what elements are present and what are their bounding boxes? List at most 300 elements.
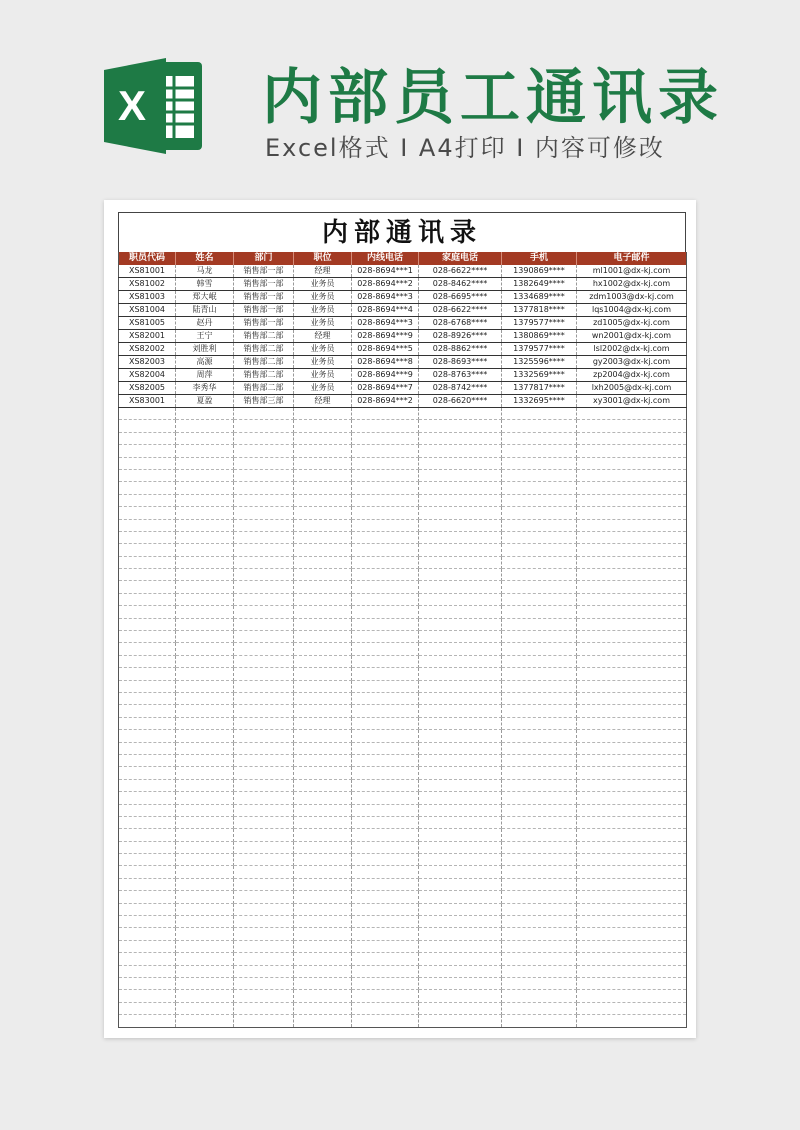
empty-cell[interactable] [352,544,419,556]
table-cell[interactable]: 1382649**** [502,278,577,291]
table-cell[interactable]: XS81004 [119,304,176,317]
empty-cell[interactable] [294,408,352,420]
empty-cell[interactable] [502,631,577,643]
empty-cell[interactable] [176,569,234,581]
empty-cell[interactable] [294,841,352,853]
empty-cell[interactable] [176,581,234,593]
empty-cell[interactable] [119,1015,176,1027]
empty-cell[interactable] [502,767,577,779]
empty-cell[interactable] [352,569,419,581]
empty-cell[interactable] [352,990,419,1002]
empty-cell[interactable] [577,531,687,543]
empty-cell[interactable] [352,593,419,605]
table-cell[interactable]: 1334689**** [502,291,577,304]
empty-cell[interactable] [352,507,419,519]
empty-cell[interactable] [502,977,577,989]
empty-cell[interactable] [176,730,234,742]
empty-cell[interactable] [119,990,176,1002]
table-cell[interactable]: 028-8462**** [419,278,502,291]
empty-cell[interactable] [502,854,577,866]
table-cell[interactable]: 028-8693**** [419,356,502,369]
table-cell[interactable]: 韩雪 [176,278,234,291]
empty-cell[interactable] [119,854,176,866]
empty-cell[interactable] [352,668,419,680]
empty-cell[interactable] [419,593,502,605]
table-cell[interactable]: 刘胜利 [176,343,234,356]
empty-cell[interactable] [502,507,577,519]
empty-cell[interactable] [419,990,502,1002]
empty-cell[interactable] [577,990,687,1002]
table-cell[interactable]: XS82002 [119,343,176,356]
empty-cell[interactable] [176,420,234,432]
empty-cell[interactable] [419,928,502,940]
table-cell[interactable]: gy2003@dx-kj.com [577,356,687,369]
empty-cell[interactable] [502,916,577,928]
empty-cell[interactable] [294,655,352,667]
empty-cell[interactable] [294,544,352,556]
empty-cell[interactable] [234,779,294,791]
empty-cell[interactable] [294,816,352,828]
empty-cell[interactable] [234,668,294,680]
empty-cell[interactable] [502,928,577,940]
empty-cell[interactable] [234,1002,294,1014]
empty-cell[interactable] [352,940,419,952]
empty-cell[interactable] [419,717,502,729]
empty-cell[interactable] [234,445,294,457]
empty-cell[interactable] [294,891,352,903]
empty-cell[interactable] [234,631,294,643]
table-cell[interactable]: 028-8694***1 [352,265,419,278]
empty-cell[interactable] [419,457,502,469]
table-cell[interactable]: ml1001@dx-kj.com [577,265,687,278]
empty-cell[interactable] [234,581,294,593]
empty-cell[interactable] [577,507,687,519]
empty-cell[interactable] [577,717,687,729]
empty-cell[interactable] [577,854,687,866]
empty-cell[interactable] [352,445,419,457]
empty-cell[interactable] [119,841,176,853]
empty-cell[interactable] [234,519,294,531]
empty-cell[interactable] [577,916,687,928]
empty-cell[interactable] [502,432,577,444]
empty-cell[interactable] [176,953,234,965]
empty-cell[interactable] [119,643,176,655]
empty-cell[interactable] [419,891,502,903]
empty-cell[interactable] [577,631,687,643]
empty-cell[interactable] [234,990,294,1002]
empty-cell[interactable] [176,891,234,903]
empty-cell[interactable] [234,816,294,828]
table-cell[interactable]: 夏盈 [176,395,234,408]
table-cell[interactable]: 028-8763**** [419,369,502,382]
empty-cell[interactable] [176,916,234,928]
empty-cell[interactable] [294,854,352,866]
empty-cell[interactable] [234,643,294,655]
empty-cell[interactable] [234,965,294,977]
empty-cell[interactable] [176,494,234,506]
empty-cell[interactable] [176,990,234,1002]
empty-cell[interactable] [502,990,577,1002]
empty-cell[interactable] [234,916,294,928]
empty-cell[interactable] [294,507,352,519]
empty-cell[interactable] [176,1002,234,1014]
empty-cell[interactable] [577,977,687,989]
empty-cell[interactable] [352,953,419,965]
empty-cell[interactable] [577,680,687,692]
table-cell[interactable]: 业务员 [294,317,352,330]
empty-cell[interactable] [119,606,176,618]
empty-cell[interactable] [352,618,419,630]
empty-cell[interactable] [176,469,234,481]
empty-cell[interactable] [419,953,502,965]
table-cell[interactable]: 028-6622**** [419,265,502,278]
empty-cell[interactable] [294,494,352,506]
table-cell[interactable]: 028-8926**** [419,330,502,343]
empty-cell[interactable] [119,519,176,531]
empty-cell[interactable] [577,606,687,618]
empty-cell[interactable] [419,829,502,841]
empty-cell[interactable] [352,730,419,742]
empty-cell[interactable] [119,804,176,816]
empty-cell[interactable] [577,457,687,469]
empty-cell[interactable] [234,953,294,965]
table-cell[interactable]: 028-8694***7 [352,382,419,395]
empty-cell[interactable] [352,692,419,704]
empty-cell[interactable] [352,457,419,469]
empty-cell[interactable] [119,581,176,593]
empty-cell[interactable] [502,494,577,506]
empty-cell[interactable] [119,916,176,928]
empty-cell[interactable] [294,767,352,779]
empty-cell[interactable] [419,841,502,853]
empty-cell[interactable] [234,556,294,568]
empty-cell[interactable] [176,519,234,531]
empty-cell[interactable] [294,1015,352,1027]
empty-cell[interactable] [419,940,502,952]
empty-cell[interactable] [176,643,234,655]
empty-cell[interactable] [294,779,352,791]
empty-cell[interactable] [176,618,234,630]
empty-cell[interactable] [352,680,419,692]
empty-cell[interactable] [176,482,234,494]
empty-cell[interactable] [176,680,234,692]
empty-cell[interactable] [502,469,577,481]
empty-cell[interactable] [234,792,294,804]
empty-cell[interactable] [419,1002,502,1014]
table-cell[interactable]: wn2001@dx-kj.com [577,330,687,343]
empty-cell[interactable] [119,965,176,977]
table-cell[interactable]: 1377817**** [502,382,577,395]
empty-cell[interactable] [119,754,176,766]
empty-cell[interactable] [176,717,234,729]
empty-cell[interactable] [352,643,419,655]
table-cell[interactable]: 赵丹 [176,317,234,330]
empty-cell[interactable] [119,531,176,543]
table-cell[interactable]: 028-8862**** [419,343,502,356]
empty-cell[interactable] [176,457,234,469]
empty-cell[interactable] [419,432,502,444]
empty-cell[interactable] [234,606,294,618]
empty-cell[interactable] [176,977,234,989]
empty-cell[interactable] [419,878,502,890]
table-cell[interactable]: 028-8742**** [419,382,502,395]
table-cell[interactable]: XS81003 [119,291,176,304]
empty-cell[interactable] [419,631,502,643]
empty-cell[interactable] [419,618,502,630]
empty-cell[interactable] [294,631,352,643]
table-cell[interactable]: 028-8694***5 [352,343,419,356]
empty-cell[interactable] [352,705,419,717]
table-cell[interactable]: 028-8694***3 [352,317,419,330]
empty-cell[interactable] [352,804,419,816]
empty-cell[interactable] [502,866,577,878]
empty-cell[interactable] [294,556,352,568]
empty-cell[interactable] [294,606,352,618]
empty-cell[interactable] [352,928,419,940]
table-cell[interactable]: XS81005 [119,317,176,330]
empty-cell[interactable] [502,717,577,729]
empty-cell[interactable] [502,816,577,828]
empty-cell[interactable] [234,531,294,543]
empty-cell[interactable] [419,754,502,766]
empty-cell[interactable] [119,569,176,581]
empty-cell[interactable] [352,581,419,593]
empty-cell[interactable] [577,816,687,828]
empty-cell[interactable] [502,705,577,717]
empty-cell[interactable] [419,792,502,804]
empty-cell[interactable] [234,680,294,692]
table-cell[interactable]: 1332569**** [502,369,577,382]
table-cell[interactable]: XS82004 [119,369,176,382]
empty-cell[interactable] [176,754,234,766]
empty-cell[interactable] [419,420,502,432]
table-cell[interactable]: 028-8694***3 [352,291,419,304]
empty-cell[interactable] [176,878,234,890]
empty-cell[interactable] [577,878,687,890]
empty-cell[interactable] [234,878,294,890]
empty-cell[interactable] [352,977,419,989]
empty-cell[interactable] [352,631,419,643]
empty-cell[interactable] [119,717,176,729]
empty-cell[interactable] [577,804,687,816]
empty-cell[interactable] [419,544,502,556]
empty-cell[interactable] [502,829,577,841]
empty-cell[interactable] [419,866,502,878]
table-cell[interactable]: 1390869**** [502,265,577,278]
empty-cell[interactable] [502,1002,577,1014]
empty-cell[interactable] [419,569,502,581]
empty-cell[interactable] [234,655,294,667]
table-cell[interactable]: 业务员 [294,369,352,382]
empty-cell[interactable] [419,606,502,618]
empty-cell[interactable] [234,903,294,915]
empty-cell[interactable] [119,631,176,643]
empty-cell[interactable] [502,655,577,667]
empty-cell[interactable] [119,816,176,828]
empty-cell[interactable] [119,457,176,469]
table-cell[interactable]: 周萍 [176,369,234,382]
empty-cell[interactable] [502,445,577,457]
empty-cell[interactable] [577,408,687,420]
empty-cell[interactable] [502,891,577,903]
empty-cell[interactable] [294,717,352,729]
table-cell[interactable]: 陆青山 [176,304,234,317]
table-cell[interactable]: 销售部一部 [234,317,294,330]
empty-cell[interactable] [502,841,577,853]
empty-cell[interactable] [577,668,687,680]
empty-cell[interactable] [119,618,176,630]
table-cell[interactable]: 经理 [294,265,352,278]
empty-cell[interactable] [294,1002,352,1014]
empty-cell[interactable] [234,928,294,940]
table-cell[interactable]: zd1005@dx-kj.com [577,317,687,330]
empty-cell[interactable] [294,977,352,989]
empty-cell[interactable] [577,420,687,432]
empty-cell[interactable] [294,792,352,804]
empty-cell[interactable] [352,878,419,890]
empty-cell[interactable] [119,878,176,890]
empty-cell[interactable] [352,767,419,779]
empty-cell[interactable] [119,445,176,457]
empty-cell[interactable] [502,420,577,432]
empty-cell[interactable] [502,730,577,742]
empty-cell[interactable] [176,606,234,618]
empty-cell[interactable] [176,432,234,444]
table-cell[interactable]: 028-8694***2 [352,278,419,291]
empty-cell[interactable] [119,779,176,791]
table-cell[interactable]: 销售部二部 [234,343,294,356]
empty-cell[interactable] [119,680,176,692]
empty-cell[interactable] [294,668,352,680]
empty-cell[interactable] [234,569,294,581]
table-cell[interactable]: XS82001 [119,330,176,343]
empty-cell[interactable] [577,593,687,605]
empty-cell[interactable] [352,482,419,494]
empty-cell[interactable] [577,692,687,704]
empty-cell[interactable] [294,457,352,469]
empty-cell[interactable] [119,953,176,965]
empty-cell[interactable] [294,692,352,704]
empty-cell[interactable] [119,891,176,903]
empty-cell[interactable] [502,953,577,965]
table-cell[interactable]: 销售部一部 [234,265,294,278]
empty-cell[interactable] [419,581,502,593]
empty-cell[interactable] [577,965,687,977]
empty-cell[interactable] [234,841,294,853]
empty-cell[interactable] [176,692,234,704]
table-cell[interactable]: 销售部三部 [234,395,294,408]
empty-cell[interactable] [352,742,419,754]
empty-cell[interactable] [419,531,502,543]
empty-cell[interactable] [176,816,234,828]
empty-cell[interactable] [577,445,687,457]
empty-cell[interactable] [577,903,687,915]
empty-cell[interactable] [419,655,502,667]
table-cell[interactable]: 经理 [294,330,352,343]
empty-cell[interactable] [502,519,577,531]
empty-cell[interactable] [176,531,234,543]
table-cell[interactable]: 028-8694***4 [352,304,419,317]
empty-cell[interactable] [176,705,234,717]
empty-cell[interactable] [577,432,687,444]
empty-cell[interactable] [176,779,234,791]
empty-cell[interactable] [234,1015,294,1027]
empty-cell[interactable] [419,469,502,481]
table-cell[interactable]: xy3001@dx-kj.com [577,395,687,408]
empty-cell[interactable] [294,730,352,742]
empty-cell[interactable] [502,618,577,630]
empty-cell[interactable] [234,730,294,742]
table-cell[interactable]: XS82003 [119,356,176,369]
empty-cell[interactable] [577,569,687,581]
empty-cell[interactable] [294,829,352,841]
empty-cell[interactable] [352,494,419,506]
table-cell[interactable]: 销售部二部 [234,369,294,382]
empty-cell[interactable] [119,556,176,568]
empty-cell[interactable] [119,469,176,481]
empty-cell[interactable] [176,593,234,605]
empty-cell[interactable] [294,482,352,494]
empty-cell[interactable] [176,507,234,519]
empty-cell[interactable] [176,940,234,952]
empty-cell[interactable] [294,754,352,766]
empty-cell[interactable] [419,680,502,692]
empty-cell[interactable] [294,742,352,754]
empty-cell[interactable] [352,903,419,915]
empty-cell[interactable] [419,779,502,791]
empty-cell[interactable] [119,593,176,605]
empty-cell[interactable] [294,469,352,481]
empty-cell[interactable] [294,618,352,630]
empty-cell[interactable] [119,482,176,494]
empty-cell[interactable] [294,928,352,940]
empty-cell[interactable] [419,445,502,457]
empty-cell[interactable] [352,891,419,903]
table-cell[interactable]: 王宁 [176,330,234,343]
empty-cell[interactable] [352,655,419,667]
empty-cell[interactable] [419,556,502,568]
empty-cell[interactable] [119,1002,176,1014]
empty-cell[interactable] [119,432,176,444]
empty-cell[interactable] [419,668,502,680]
empty-cell[interactable] [234,544,294,556]
table-cell[interactable]: XS81001 [119,265,176,278]
empty-cell[interactable] [577,891,687,903]
empty-cell[interactable] [294,953,352,965]
empty-cell[interactable] [502,408,577,420]
empty-cell[interactable] [419,494,502,506]
empty-cell[interactable] [577,792,687,804]
empty-cell[interactable] [502,742,577,754]
empty-cell[interactable] [352,1002,419,1014]
table-cell[interactable]: XS83001 [119,395,176,408]
empty-cell[interactable] [577,754,687,766]
empty-cell[interactable] [577,953,687,965]
empty-cell[interactable] [419,854,502,866]
table-cell[interactable]: lqs1004@dx-kj.com [577,304,687,317]
empty-cell[interactable] [577,829,687,841]
empty-cell[interactable] [419,965,502,977]
empty-cell[interactable] [176,668,234,680]
empty-cell[interactable] [176,965,234,977]
empty-cell[interactable] [176,655,234,667]
empty-cell[interactable] [234,767,294,779]
empty-cell[interactable] [502,1015,577,1027]
empty-cell[interactable] [119,705,176,717]
empty-cell[interactable] [119,767,176,779]
empty-cell[interactable] [294,878,352,890]
empty-cell[interactable] [176,556,234,568]
